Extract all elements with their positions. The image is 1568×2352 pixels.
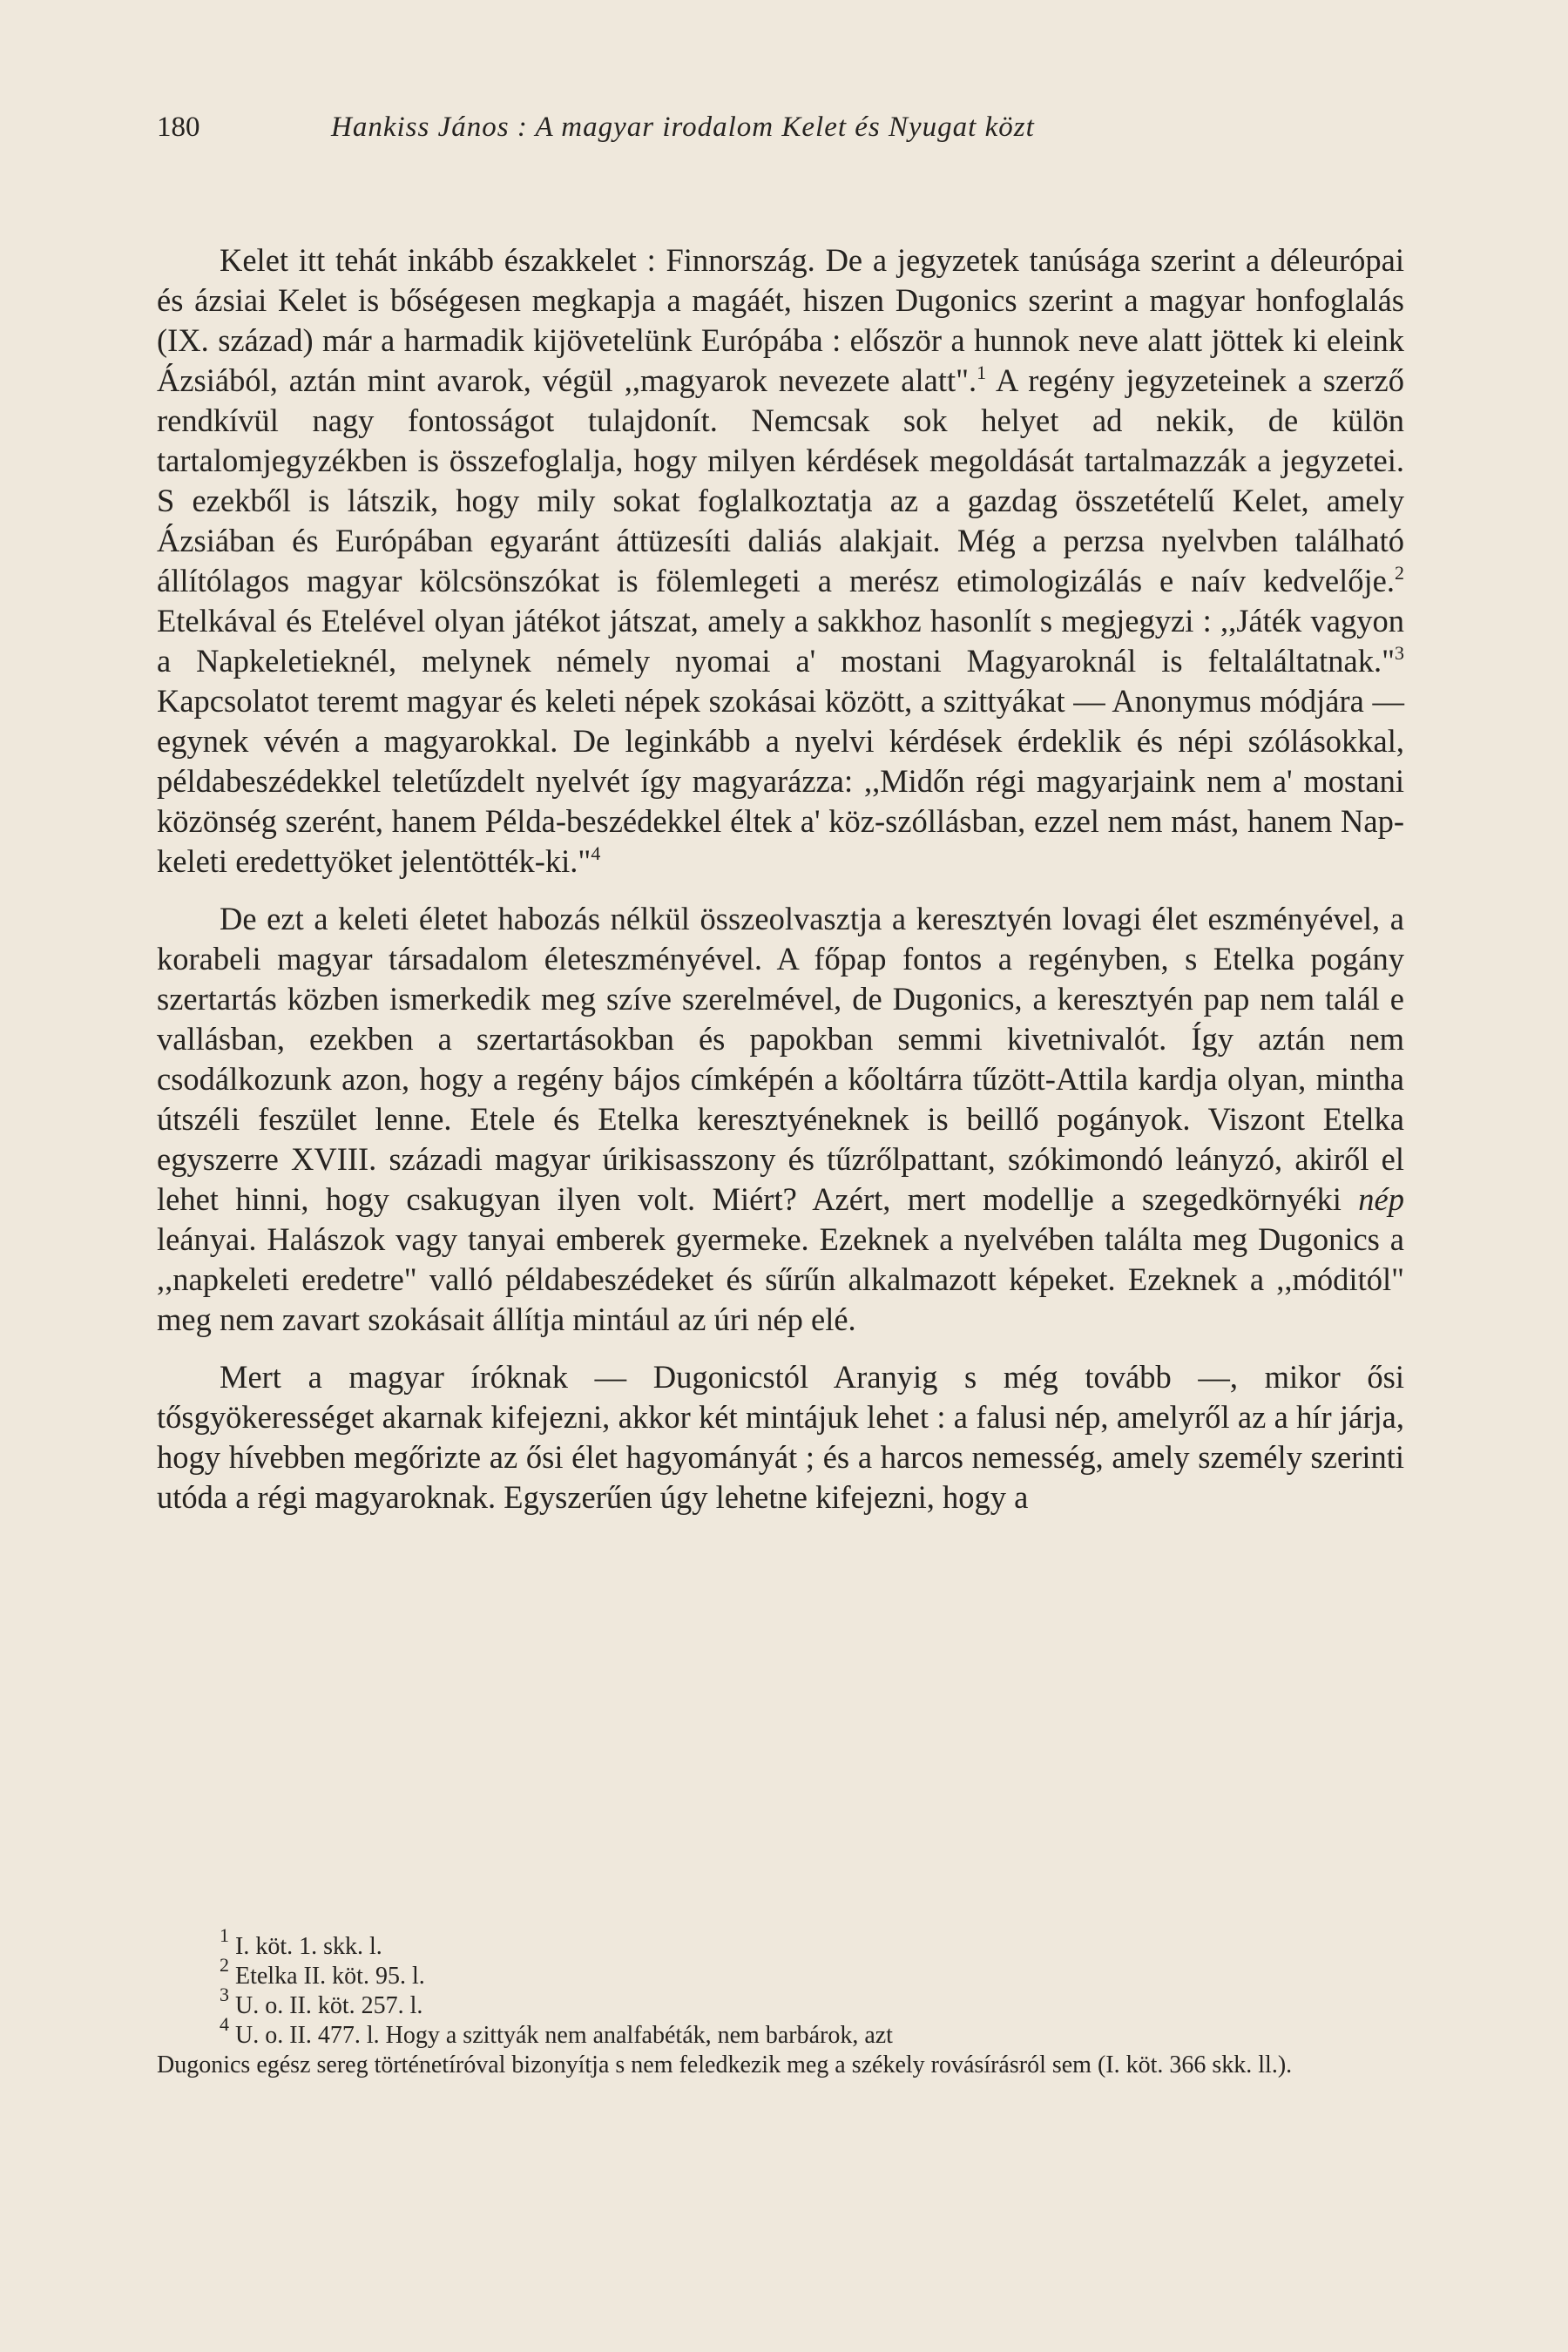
footnote-text: U. o. II. köt. 257. l. — [229, 1992, 423, 2019]
footnote-mark: 2 — [220, 1954, 229, 1976]
paragraph-2-text-b: leányai. Halászok vagy tanyai emberek gyermeke. Ezeknek a nyelvében találta meg Dugonics a ,,napkeleti eredetre" valló példabeszédeket és sűrűn alkalmazott képeket. Ezeknek a ,,móditól" meg nem zavart szokásait állítja mintául az úri nép elé. — [157, 1221, 1404, 1337]
paragraph-1-text-b: A regény jegyzeteinek a szerző rendkívül nagy fontosságot tulajdonít. Nemcsak sok helyet ad nekik, de külön tartalomjegyzékben is összefoglalja, hogy milyen kérdések megoldását tartalmazzák a jegyzetei. S ezekből is látszik, hogy mily sokat foglalkoztatja az a gazdag összetételű Kelet, amely Ázsiában és Európában egyaránt áttüzesíti daliás alakjait. Még a perzsa nyelvben található állítólagos magyar kölcsönszókat is fölemlegeti a merész etimologizálás e naív kedvelője. — [157, 362, 1404, 598]
footnote-ref-3: 3 — [1395, 642, 1404, 664]
footnote-4-continuation: Dugonics egész sereg történetíróval bizonyítja s nem feledkezik meg a székely rovásírásról sem (I. köt. 366 skk. ll.). — [157, 2051, 1293, 2078]
paragraph-3-text: Mert a magyar íróknak — Dugonicstól Aranyig s még tovább —, mikor ősi tősgyökerességet akarnak kifejezni, akkor két mintájuk lehet : a falusi nép, amelyről az a hír járja, hogy hívebben megőrizte az ősi élet hagyományát ; és a harcos nemesség, amely személy szerinti utóda a régi magyaroknak. Egyszerűen úgy lehetne kifejezni, hogy a — [157, 1359, 1404, 1515]
footnote-ref-2: 2 — [1395, 562, 1404, 584]
footnote-3 — [157, 1984, 1404, 2021]
footnote-text: U. o. II. 477. l. Hogy a szittyák nem analfabéták, nem barbárok, azt — [229, 2022, 893, 2049]
paragraph-2 — [157, 899, 1404, 1340]
footnote-mark: 3 — [220, 1984, 229, 2005]
footnote-4 — [157, 2013, 1404, 2051]
page-header — [157, 112, 1411, 153]
footnote-ref-4: 4 — [591, 842, 601, 864]
paragraph-1-text-a: Kelet itt tehát inkább északkelet : Finnország. De a jegyzetek tanúsága szerint a déleurópai és ázsiai Kelet is bőségesen megkapja a magáét, hiszen Dugonics szerint a magyar honfoglalás (IX. század) már a harmadik kijövetelünk Európába : először a hunnok neve alatt jöttek ki eleink Ázsiából, aztán mint avarok, végül ,,magyarok nevezete alatt". — [157, 242, 1404, 398]
paragraph-1 — [157, 240, 1404, 882]
running-title: Hankiss János : A magyar irodalom Kelet és Nyugat közt — [331, 112, 1035, 143]
body-text — [157, 240, 1404, 1517]
footnote-2 — [157, 1954, 1404, 1991]
paragraph-2-text-a: De ezt a keleti életet habozás nélkül összeolvasztja a keresztyén lovagi élet eszményével, a korabeli magyar társadalom életeszményével. A főpap fontos a regényben, s Etelka pogány szertartás közben ismerkedik meg szíve szerelmével, de Dugonics, a keresztyén pap nem talál e vallásban, ezekben a szertartásokban és papokban semmi kivetnivalót. Így aztán nem csodálkozunk azon, hogy a regény bájos címképén a kőoltárra tűzött-Attila kardja olyan, mintha útszéli feszület lenne. Etele és Etelka keresztyéneknek is beillő pogányok. Viszont Etelka egyszerre XVIII. századi magyar úrikisasszony és tűzrőlpattant, szókimondó leányzó, akiről el lehet hinni, hogy csakugyan ilyen volt. Miért? Azért, mert modellje a szegedkörnyéki — [157, 901, 1404, 1217]
paragraph-1-text-d: Kapcsolatot teremt magyar és keleti népek szokásai között, a szittyákat — Anonymus módjára — egynek vévén a magyarokkal. De leginkább a nyelvi kérdések érdeklik és népi szólásokkal, példabeszédekkel teletűzdelt nyelvét így magyarázza: ,,Midőn régi magyarjaink nem a' mostani közönség szerént, hanem Példa-beszédekkel éltek a' köz-szóllásban, ezzel nem mást, hanem Nap-keleti eredettyöket jelentötték-ki." — [157, 683, 1404, 879]
footnote-mark: 4 — [220, 2013, 229, 2035]
paragraph-2-emphasis: nép — [1358, 1181, 1404, 1217]
paragraph-1-text-c: Etelkával és Etelével olyan játékot játszat, amely a sakkhoz hasonlít s megjegyzi : ,,Játék vagyon a Napkeletieknél, melynek némely nyomai a' mostani Magyaroknál is feltaláltatnak." — [157, 603, 1404, 679]
footnote-mark: 1 — [220, 1924, 229, 1946]
page-number: 180 — [157, 112, 200, 143]
paragraph-3 — [157, 1357, 1404, 1517]
footnote-1 — [157, 1924, 1404, 1962]
footnote-text: Etelka II. köt. 95. l. — [229, 1963, 425, 1990]
footnotes — [157, 1924, 1404, 2080]
footnote-ref-1: 1 — [977, 362, 987, 383]
footnote-text: I. köt. 1. skk. l. — [229, 1933, 382, 1960]
